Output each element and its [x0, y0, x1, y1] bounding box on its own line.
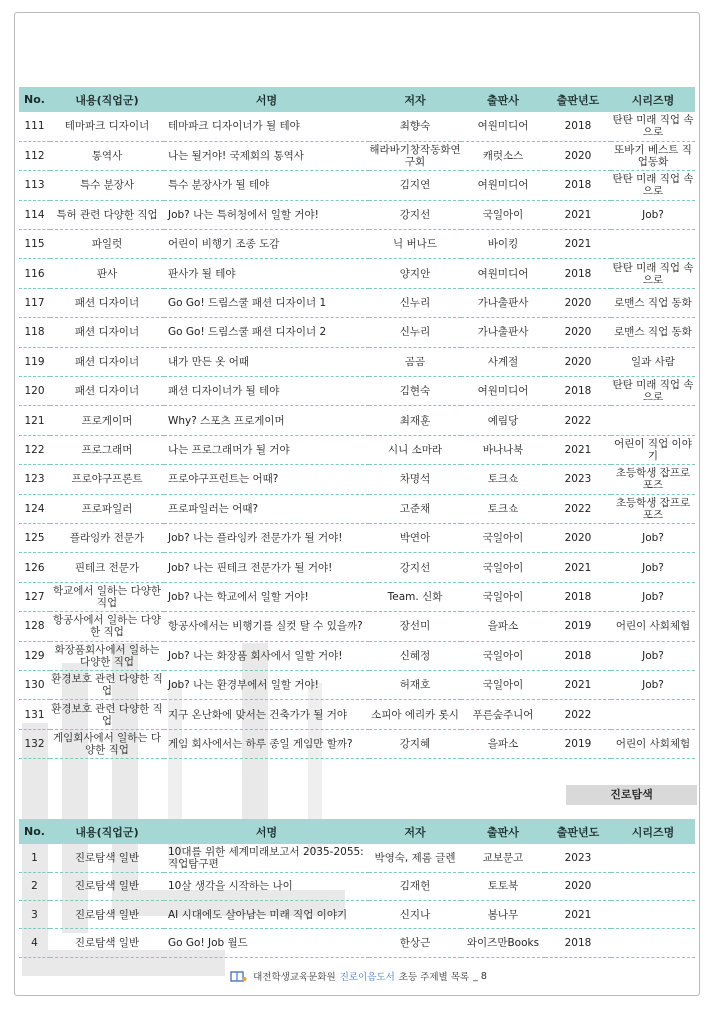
- cell-title: Job? 나는 환경부에서 일할 거야!: [164, 670, 369, 699]
- cell-publisher: 가나출판사: [461, 288, 545, 317]
- cell-year: 2018: [545, 171, 611, 200]
- cell-series: Job?: [611, 553, 695, 582]
- cell-author: 곰곰: [369, 347, 461, 376]
- cell-author: 강지혜: [369, 729, 461, 758]
- cell-no: 116: [19, 259, 50, 288]
- col-header-author: 저자: [369, 819, 461, 844]
- cell-publisher: 여원미디어: [461, 112, 545, 141]
- col-header-series: 시리즈명: [611, 819, 695, 844]
- cell-publisher: 토토북: [461, 872, 545, 900]
- cell-publisher: 국일아이: [461, 641, 545, 670]
- cell-author: 김재헌: [369, 872, 461, 900]
- cell-series: Job?: [611, 582, 695, 611]
- footer-org: 대전학생교육문화원: [253, 972, 336, 983]
- cell-year: 2022: [545, 406, 611, 435]
- cell-publisher: 캐럿소스: [461, 141, 545, 170]
- cell-series: 로맨스 직업 동화: [611, 288, 695, 317]
- cell-year: 2021: [545, 670, 611, 699]
- book-icon: [229, 969, 249, 983]
- col-header-title: 서명: [164, 819, 369, 844]
- cell-author: 해라바기창작동화연구회: [369, 141, 461, 170]
- cell-publisher: 바이킹: [461, 230, 545, 259]
- cell-no: 112: [19, 141, 50, 170]
- page-frame: [14, 12, 700, 996]
- cell-job: 특수 분장사: [50, 171, 164, 200]
- cell-publisher: 토크쇼: [461, 494, 545, 523]
- cell-publisher: 여원미디어: [461, 171, 545, 200]
- cell-job: 게임회사에서 일하는 다양한 직업: [50, 729, 164, 758]
- cell-publisher: 을파소: [461, 729, 545, 758]
- table-row: [19, 700, 695, 729]
- cell-no: 121: [19, 406, 50, 435]
- cell-author: 신혜정: [369, 641, 461, 670]
- cell-series: 로맨스 직업 동화: [611, 318, 695, 347]
- cell-series: [611, 929, 695, 957]
- cell-no: 125: [19, 523, 50, 552]
- cell-series: [611, 872, 695, 900]
- cell-no: 126: [19, 553, 50, 582]
- table-row: [19, 230, 695, 259]
- cell-title: Job? 나는 학교에서 일할 거야!: [164, 582, 369, 611]
- cell-series: Job?: [611, 523, 695, 552]
- cell-publisher: 국일아이: [461, 553, 545, 582]
- table-row: [19, 318, 695, 347]
- cell-year: 2021: [545, 901, 611, 929]
- cell-publisher: 봄나무: [461, 901, 545, 929]
- cell-no: 123: [19, 465, 50, 494]
- cell-publisher: 국일아이: [461, 582, 545, 611]
- cell-author: 장선미: [369, 612, 461, 641]
- cell-no: 111: [19, 112, 50, 141]
- cell-no: 1: [19, 844, 50, 872]
- cell-author: 김지연: [369, 171, 461, 200]
- cell-no: 128: [19, 612, 50, 641]
- cell-series: 또바기 베스트 직업동화: [611, 141, 695, 170]
- cell-year: 2021: [545, 200, 611, 229]
- cell-series: 탄탄 미래 직업 속으로: [611, 377, 695, 406]
- cell-job: 플라잉카 전문가: [50, 523, 164, 552]
- footer-page-number: _ 8: [473, 970, 487, 982]
- cell-author: 최향숙: [369, 112, 461, 141]
- col-header-series: 시리즈명: [611, 87, 695, 112]
- table-row: [19, 901, 695, 929]
- cell-publisher: 푸른숲주니어: [461, 700, 545, 729]
- cell-author: 닉 버나드: [369, 230, 461, 259]
- cell-series: 일과 사람: [611, 347, 695, 376]
- cell-title: 게임 회사에서는 하루 종일 게임만 할까?: [164, 729, 369, 758]
- cell-title: 항공사에서는 비행기를 실컷 탈 수 있을까?: [164, 612, 369, 641]
- table-row: [19, 406, 695, 435]
- cell-year: 2019: [545, 612, 611, 641]
- cell-author: 허재호: [369, 670, 461, 699]
- cell-series: 초등학생 잡프로포즈: [611, 494, 695, 523]
- cell-title: 테마파크 디자이너가 될 테야: [164, 112, 369, 141]
- cell-title: 10살 생각을 시작하는 나이: [164, 872, 369, 900]
- cell-publisher: 바나나북: [461, 435, 545, 464]
- cell-author: 강지선: [369, 200, 461, 229]
- cell-author: 김현숙: [369, 377, 461, 406]
- cell-job: 학교에서 일하는 다양한 직업: [50, 582, 164, 611]
- section-tag-career: 진로탐색: [566, 785, 697, 805]
- cell-year: 2022: [545, 700, 611, 729]
- cell-year: 2018: [545, 582, 611, 611]
- cell-no: 130: [19, 670, 50, 699]
- col-header-year: 출판년도: [545, 819, 611, 844]
- cell-title: 지구 온난화에 맞서는 건축가가 될 거야: [164, 700, 369, 729]
- table-row: [19, 494, 695, 523]
- cell-title: 특수 분장사가 될 테야: [164, 171, 369, 200]
- cell-publisher: 가나출판사: [461, 318, 545, 347]
- table-row: [19, 141, 695, 170]
- cell-year: 2020: [545, 318, 611, 347]
- cell-no: 119: [19, 347, 50, 376]
- cell-year: 2020: [545, 523, 611, 552]
- cell-title: 나는 프로그래머가 될 거야: [164, 435, 369, 464]
- cell-year: 2019: [545, 729, 611, 758]
- cell-no: 120: [19, 377, 50, 406]
- cell-author: 박영숙, 제롬 글렌: [369, 844, 461, 872]
- cell-author: 박연아: [369, 523, 461, 552]
- cell-job: 프로파일러: [50, 494, 164, 523]
- cell-title: 10대를 위한 세계미래보고서 2035-2055: 직업탐구편: [164, 844, 369, 872]
- cell-author: 한상근: [369, 929, 461, 957]
- cell-job: 진로탐색 일반: [50, 872, 164, 900]
- cell-no: 131: [19, 700, 50, 729]
- cell-author: 신누리: [369, 318, 461, 347]
- table-row: [19, 872, 695, 900]
- cell-job: 패션 디자이너: [50, 347, 164, 376]
- cell-series: [611, 406, 695, 435]
- cell-author: 소피아 에리카 롯시: [369, 700, 461, 729]
- cell-author: Team. 신화: [369, 582, 461, 611]
- cell-series: [611, 901, 695, 929]
- cell-author: 차명석: [369, 465, 461, 494]
- table-row: [19, 582, 695, 611]
- cell-year: 2021: [545, 553, 611, 582]
- table-row: [19, 200, 695, 229]
- cell-publisher: 국일아이: [461, 200, 545, 229]
- table-row: [19, 612, 695, 641]
- cell-job: 파일럿: [50, 230, 164, 259]
- cell-publisher: 사계절: [461, 347, 545, 376]
- cell-publisher: 예림당: [461, 406, 545, 435]
- cell-publisher: 국일아이: [461, 670, 545, 699]
- cell-job: 진로탐색 일반: [50, 929, 164, 957]
- col-header-no: No.: [19, 819, 50, 844]
- cell-title: AI 시대에도 살아남는 미래 직업 이야기: [164, 901, 369, 929]
- cell-year: 2018: [545, 929, 611, 957]
- cell-no: 117: [19, 288, 50, 317]
- cell-series: Job?: [611, 200, 695, 229]
- cell-no: 129: [19, 641, 50, 670]
- cell-job: 특허 관련 다양한 직업: [50, 200, 164, 229]
- cell-title: 판사가 될 테야: [164, 259, 369, 288]
- table-row: [19, 670, 695, 699]
- cell-publisher: 토크쇼: [461, 465, 545, 494]
- cell-author: 강지선: [369, 553, 461, 582]
- cell-publisher: 와이즈만Books: [461, 929, 545, 957]
- cell-author: 양지안: [369, 259, 461, 288]
- cell-author: 고준채: [369, 494, 461, 523]
- cell-year: 2021: [545, 435, 611, 464]
- table-header-row: [19, 819, 695, 844]
- cell-job: 항공사에서 일하는 다양한 직업: [50, 612, 164, 641]
- cell-publisher: 여원미디어: [461, 377, 545, 406]
- footer-library: 진로이음도서: [339, 972, 395, 983]
- cell-title: Job? 나는 화장품 회사에서 일할 거야!: [164, 641, 369, 670]
- cell-job: 진로탐색 일반: [50, 901, 164, 929]
- cell-job: 진로탐색 일반: [50, 844, 164, 872]
- cell-publisher: 교보문고: [461, 844, 545, 872]
- cell-series: 어린이 사회체험: [611, 612, 695, 641]
- cell-no: 2: [19, 872, 50, 900]
- cell-title: Job? 나는 특허청에서 일할 거야!: [164, 200, 369, 229]
- cell-year: 2018: [545, 641, 611, 670]
- cell-title: Go Go! Job 월드: [164, 929, 369, 957]
- cell-title: 프로파일러는 어때?: [164, 494, 369, 523]
- page-footer: [15, 965, 700, 987]
- cell-no: 3: [19, 901, 50, 929]
- cell-job: 프로야구프론트: [50, 465, 164, 494]
- cell-author: 신지나: [369, 901, 461, 929]
- table-row: [19, 435, 695, 464]
- cell-year: 2020: [545, 141, 611, 170]
- table-row: [19, 171, 695, 200]
- cell-series: 어린이 사회체험: [611, 729, 695, 758]
- cell-year: 2018: [545, 377, 611, 406]
- cell-title: 나는 될거야! 국제회의 통역사: [164, 141, 369, 170]
- cell-no: 113: [19, 171, 50, 200]
- cell-job: 통역사: [50, 141, 164, 170]
- cell-year: 2023: [545, 844, 611, 872]
- cell-no: 115: [19, 230, 50, 259]
- cell-no: 4: [19, 929, 50, 957]
- cell-year: 2020: [545, 872, 611, 900]
- col-header-job: 내용(직업군): [50, 819, 164, 844]
- cell-series: 초등학생 잡프로포즈: [611, 465, 695, 494]
- cell-job: 프로게이머: [50, 406, 164, 435]
- cell-no: 132: [19, 729, 50, 758]
- cell-series: 탄탄 미래 직업 속으로: [611, 171, 695, 200]
- col-header-author: 저자: [369, 87, 461, 112]
- books-table-career: [19, 819, 695, 958]
- cell-author: 시니 소마라: [369, 435, 461, 464]
- cell-title: 패션 디자이너가 될 테야: [164, 377, 369, 406]
- cell-year: 2023: [545, 465, 611, 494]
- cell-series: 어린이 직업 이야기: [611, 435, 695, 464]
- cell-job: 테마파크 디자이너: [50, 112, 164, 141]
- cell-series: [611, 230, 695, 259]
- col-header-job: 내용(직업군): [50, 87, 164, 112]
- cell-no: 122: [19, 435, 50, 464]
- cell-job: 프로그래머: [50, 435, 164, 464]
- cell-series: [611, 700, 695, 729]
- cell-publisher: 을파소: [461, 612, 545, 641]
- cell-year: 2020: [545, 347, 611, 376]
- table-row: [19, 929, 695, 957]
- cell-publisher: 국일아이: [461, 523, 545, 552]
- col-header-no: No.: [19, 87, 50, 112]
- footer-suffix: 초등 주제별 목록: [398, 972, 470, 983]
- books-table-main: [19, 87, 695, 759]
- table-row: [19, 641, 695, 670]
- cell-year: 2021: [545, 230, 611, 259]
- col-header-publisher: 출판사: [461, 819, 545, 844]
- cell-title: Why? 스포츠 프로게이머: [164, 406, 369, 435]
- col-header-title: 서명: [164, 87, 369, 112]
- cell-author: 신누리: [369, 288, 461, 317]
- cell-publisher: 여원미디어: [461, 259, 545, 288]
- table-row: [19, 288, 695, 317]
- cell-title: Go Go! 드림스쿨 패션 디자이너 2: [164, 318, 369, 347]
- cell-job: 패션 디자이너: [50, 318, 164, 347]
- cell-job: 패션 디자이너: [50, 377, 164, 406]
- cell-title: Job? 나는 플라잉카 전문가가 될 거야!: [164, 523, 369, 552]
- cell-title: Go Go! 드림스쿨 패션 디자이너 1: [164, 288, 369, 317]
- cell-series: Job?: [611, 670, 695, 699]
- cell-job: 패션 디자이너: [50, 288, 164, 317]
- table-row: [19, 844, 695, 872]
- cell-author: 최재훈: [369, 406, 461, 435]
- cell-year: 2022: [545, 494, 611, 523]
- table-row: [19, 259, 695, 288]
- cell-no: 118: [19, 318, 50, 347]
- cell-job: 환경보호 관련 다양한 직업: [50, 700, 164, 729]
- col-header-year: 출판년도: [545, 87, 611, 112]
- table-row: [19, 553, 695, 582]
- cell-year: 2018: [545, 112, 611, 141]
- cell-title: 내가 만든 옷 어때: [164, 347, 369, 376]
- cell-series: 탄탄 미래 직업 속으로: [611, 259, 695, 288]
- cell-series: 탄탄 미래 직업 속으로: [611, 112, 695, 141]
- cell-title: Job? 나는 핀테크 전문가가 될 거야!: [164, 553, 369, 582]
- cell-series: Job?: [611, 641, 695, 670]
- cell-year: 2018: [545, 259, 611, 288]
- table-row: [19, 112, 695, 141]
- table-row: [19, 377, 695, 406]
- cell-series: [611, 844, 695, 872]
- table-row: [19, 523, 695, 552]
- cell-job: 환경보호 관련 다양한 직업: [50, 670, 164, 699]
- cell-year: 2020: [545, 288, 611, 317]
- table-row: [19, 465, 695, 494]
- cell-no: 124: [19, 494, 50, 523]
- table-row: [19, 347, 695, 376]
- cell-title: 프로야구프런트는 어때?: [164, 465, 369, 494]
- cell-no: 127: [19, 582, 50, 611]
- cell-job: 핀테크 전문가: [50, 553, 164, 582]
- cell-job: 판사: [50, 259, 164, 288]
- cell-job: 화장품회사에서 일하는 다양한 직업: [50, 641, 164, 670]
- table-row: [19, 729, 695, 758]
- table-header-row: [19, 87, 695, 112]
- cell-no: 114: [19, 200, 50, 229]
- col-header-publisher: 출판사: [461, 87, 545, 112]
- cell-title: 어린이 비행기 조종 도감: [164, 230, 369, 259]
